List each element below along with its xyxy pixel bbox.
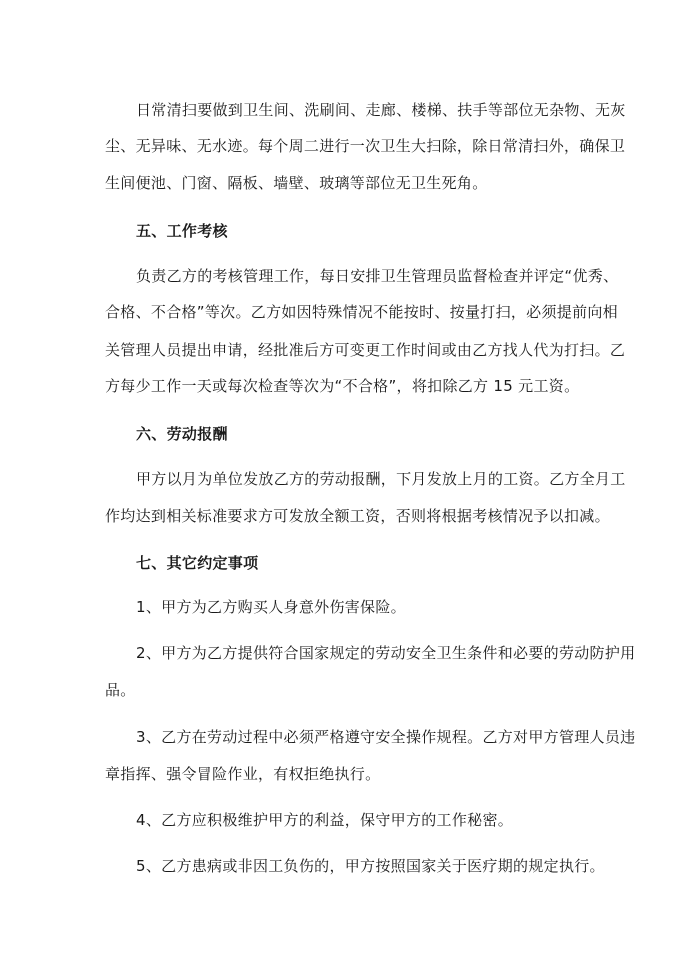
para-remuneration-line-1: 甲方以月为单位发放乙方的劳动报酬，下月发放上月的工资。乙方全月工 [136, 470, 626, 488]
item-2-line-1: 2、甲方为乙方提供符合国家规定的劳动安全卫生条件和必要的劳动防护用 [136, 644, 636, 662]
para-assessment-line-3: 关管理人员提出申请，经批准后方可变更工作时间或由乙方找人代为打扫。乙 [105, 341, 626, 359]
para-remuneration-line-2: 作均达到相关标准要求方可发放全额工资，否则将根据考核情况予以扣减。 [105, 507, 610, 525]
para-cleaning-line-3: 生间便池、门窗、隔板、墙壁、玻璃等部位无卫生死角。 [105, 174, 488, 192]
heading-other-terms: 七、其它约定事项 [136, 554, 259, 572]
heading-assessment: 五、工作考核 [136, 222, 228, 240]
item-2-line-2: 品。 [105, 681, 136, 699]
heading-remuneration: 六、劳动报酬 [136, 425, 228, 443]
para-assessment-line-2: 合格、不合格”等次。乙方如因特殊情况不能按时、按量打扫，必须提前向相 [105, 303, 618, 321]
item-3-line-2: 章指挥、强令冒险作业，有权拒绝执行。 [105, 765, 381, 783]
para-cleaning-line-2: 尘、无异味、无水迹。每个周二进行一次卫生大扫除，除日常清扫外，确保卫 [105, 137, 626, 155]
para-assessment-line-1: 负责乙方的考核管理工作，每日安排卫生管理员监督检查并评定“优秀、 [136, 267, 619, 285]
item-5: 5、乙方患病或非因工负伤的，甲方按照国家关于医疗期的规定执行。 [136, 857, 605, 875]
item-3-line-1: 3、乙方在劳动过程中必须严格遵守安全操作规程。乙方对甲方管理人员违 [136, 728, 636, 746]
para-cleaning-line-1: 日常清扫要做到卫生间、洗刷间、走廊、楼梯、扶手等部位无杂物、无灰 [136, 101, 626, 119]
item-4: 4、乙方应积极维护甲方的利益，保守甲方的工作秘密。 [136, 811, 514, 829]
item-1: 1、甲方为乙方购买人身意外伤害保险。 [136, 598, 406, 616]
para-assessment-line-4: 方每少工作一天或每次检查等次为“不合格”，将扣除乙方 15 元工资。 [105, 377, 580, 395]
